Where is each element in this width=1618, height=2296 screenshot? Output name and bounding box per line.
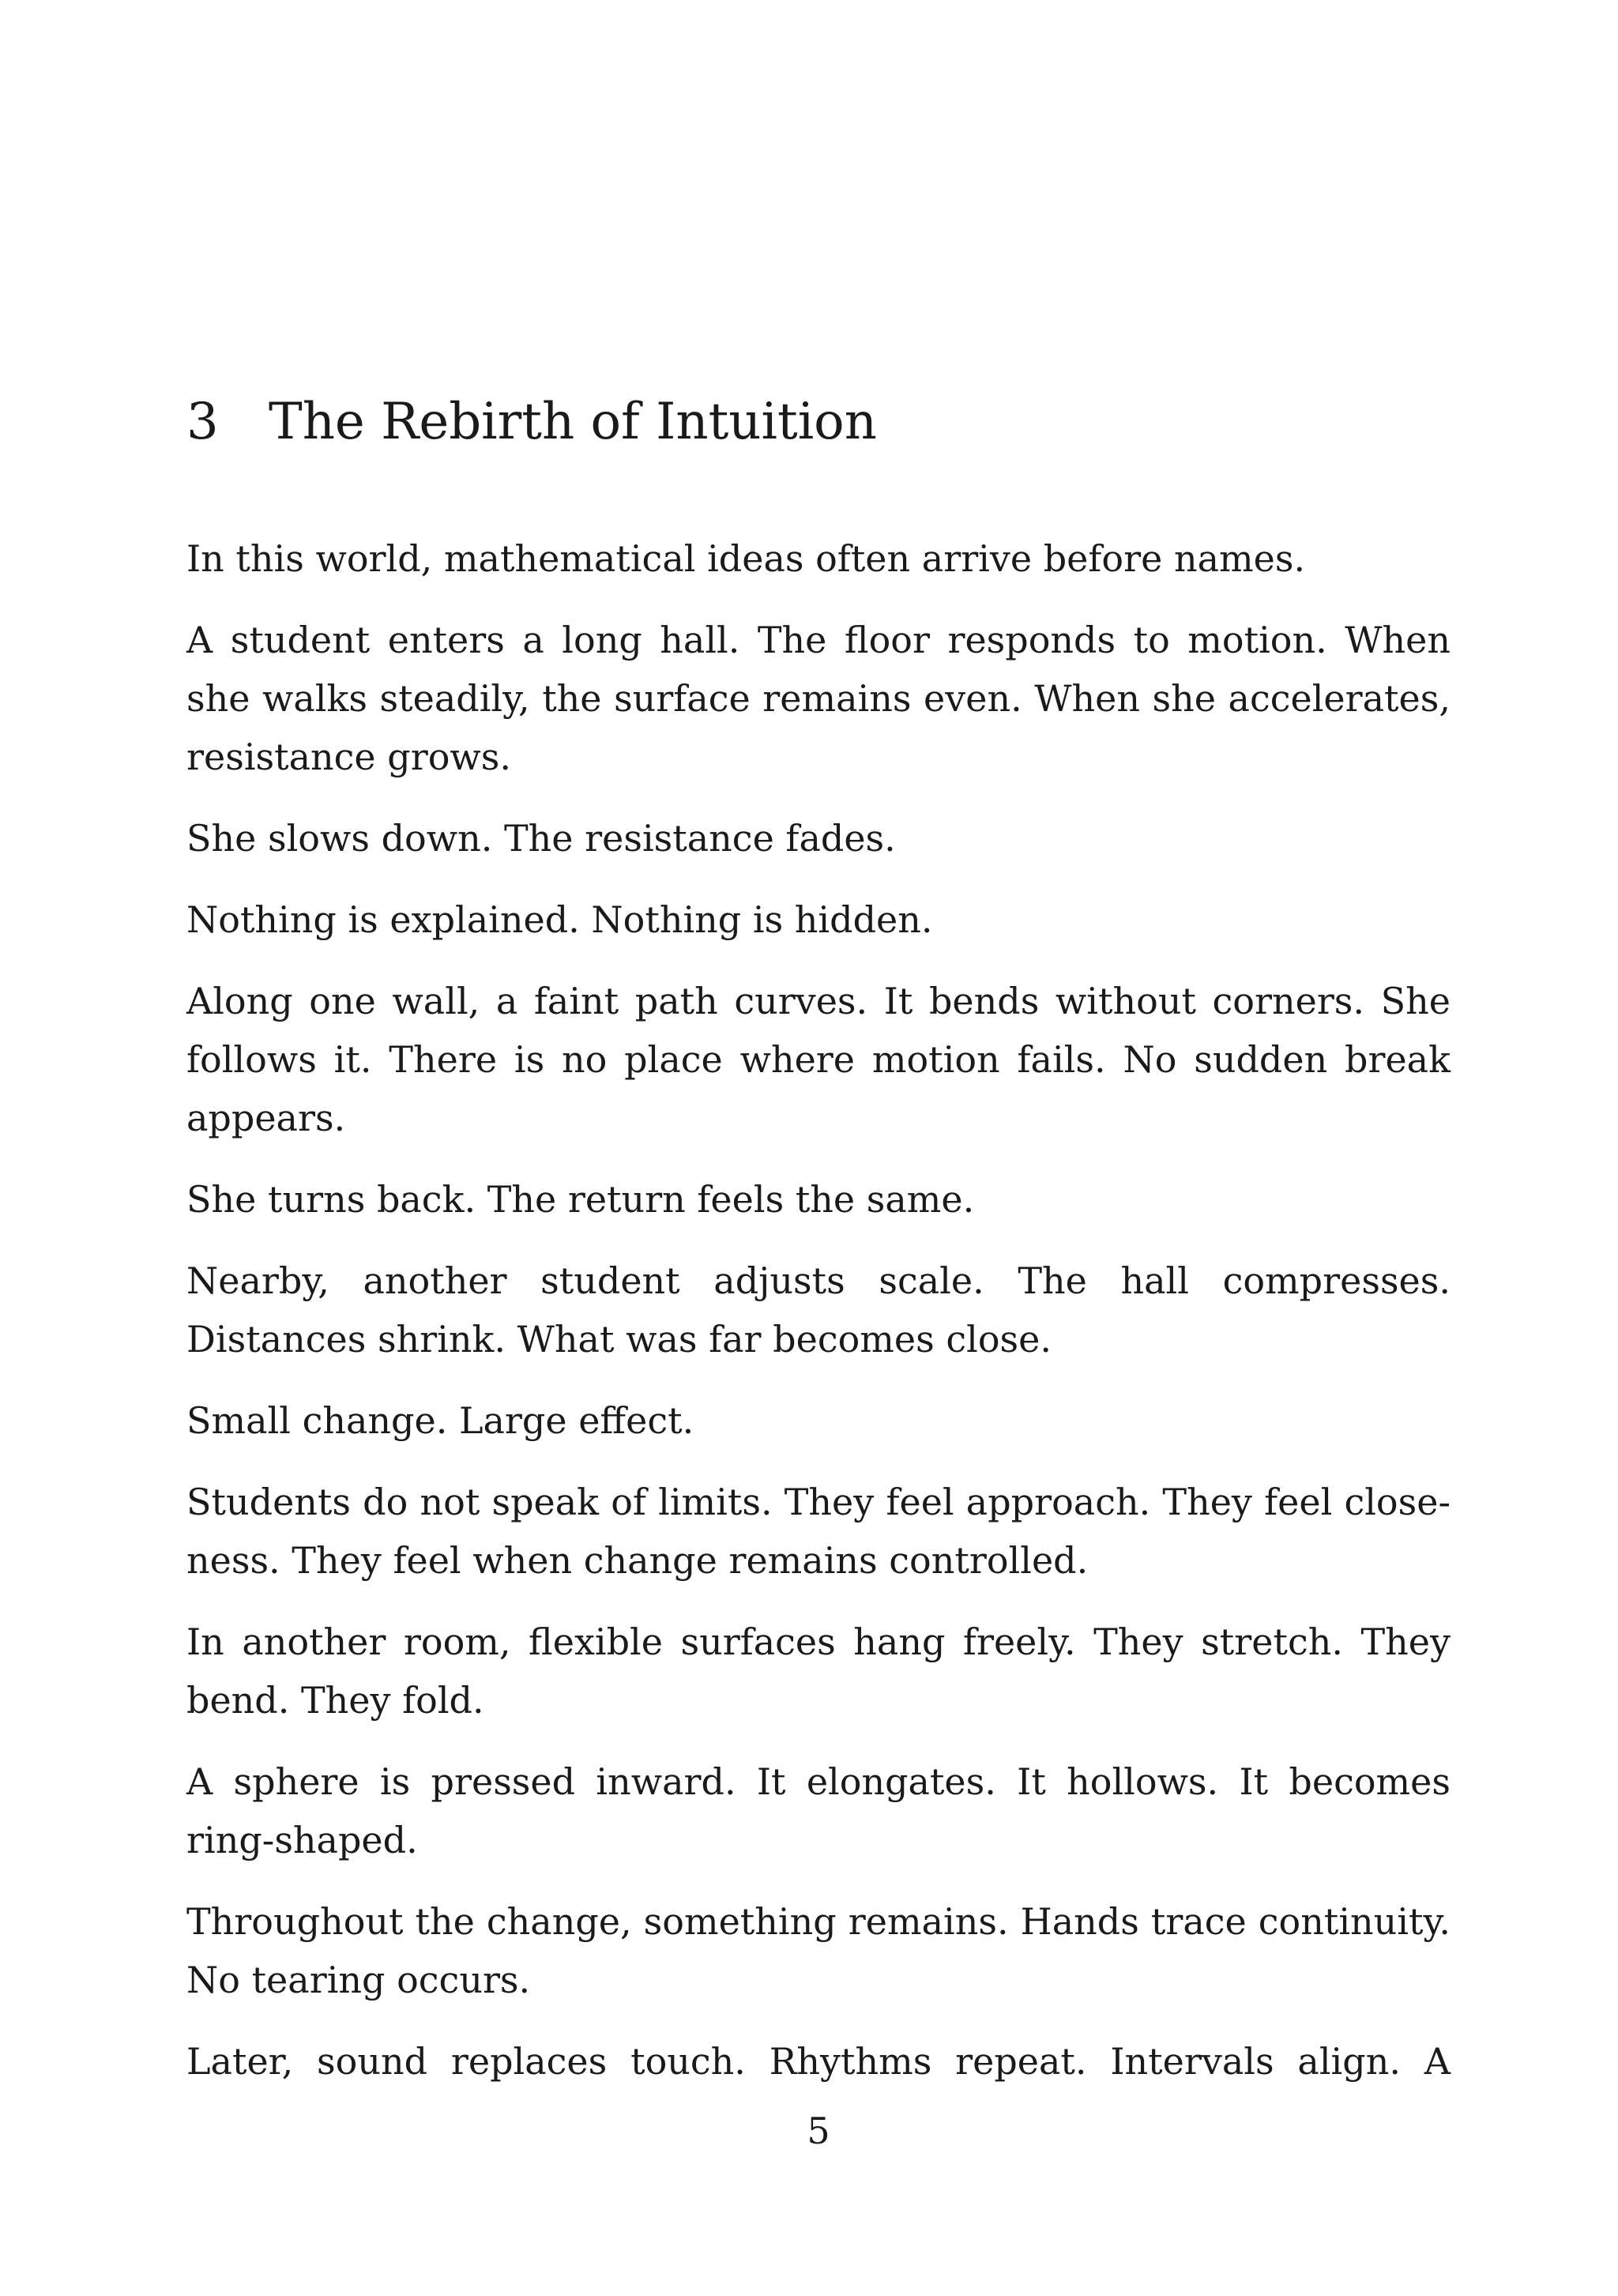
- paragraph: Students do not speak of limits. They feel approach. They feel closeness. They feel when change remains controlled.: [186, 1481, 1451, 1582]
- paragraph: In another room, flexible surfaces hang freely. They stretch. They bend. They fold.: [186, 1620, 1451, 1722]
- paragraph: Later, sound replaces touch. Rhythms repeat. Intervals align. A: [186, 2040, 1451, 2083]
- paragraph: A sphere is pressed inward. It elongates. It hollows. It becomes ring-shaped.: [186, 1760, 1451, 1861]
- paragraph: Along one wall, a faint path curves. It bends without corners. She follows it. There is no place where motion fails. No sudden break appears.: [186, 980, 1451, 1139]
- paragraph: Throughout the change, something remains. Hands trace continuity. No tearing occurs.: [186, 1900, 1451, 2001]
- paragraph: Small change. Large effect.: [186, 1399, 694, 1442]
- section-number: 3: [186, 393, 219, 451]
- paragraph: In this world, mathematical ideas often arrive before names.: [186, 537, 1306, 580]
- paragraph: She turns back. The return feels the same.: [186, 1178, 975, 1221]
- document-page: [186, 0, 1451, 2296]
- section-heading: [186, 392, 877, 453]
- body-text: [186, 529, 1451, 2091]
- paragraph: She slows down. The resistance fades.: [186, 817, 896, 860]
- section-title: The Rebirth of Intuition: [269, 393, 877, 451]
- page-number: 5: [807, 2110, 830, 2152]
- paragraph: Nothing is explained. Nothing is hidden.: [186, 898, 933, 941]
- paragraph: Nearby, another student adjusts scale. The hall compresses. Distances shrink. What was far becomes close.: [186, 1259, 1451, 1361]
- paragraph: A student enters a long hall. The floor responds to motion. When she walks steadily, the surface remains even. When she accelerates, resistance grows.: [186, 619, 1451, 778]
